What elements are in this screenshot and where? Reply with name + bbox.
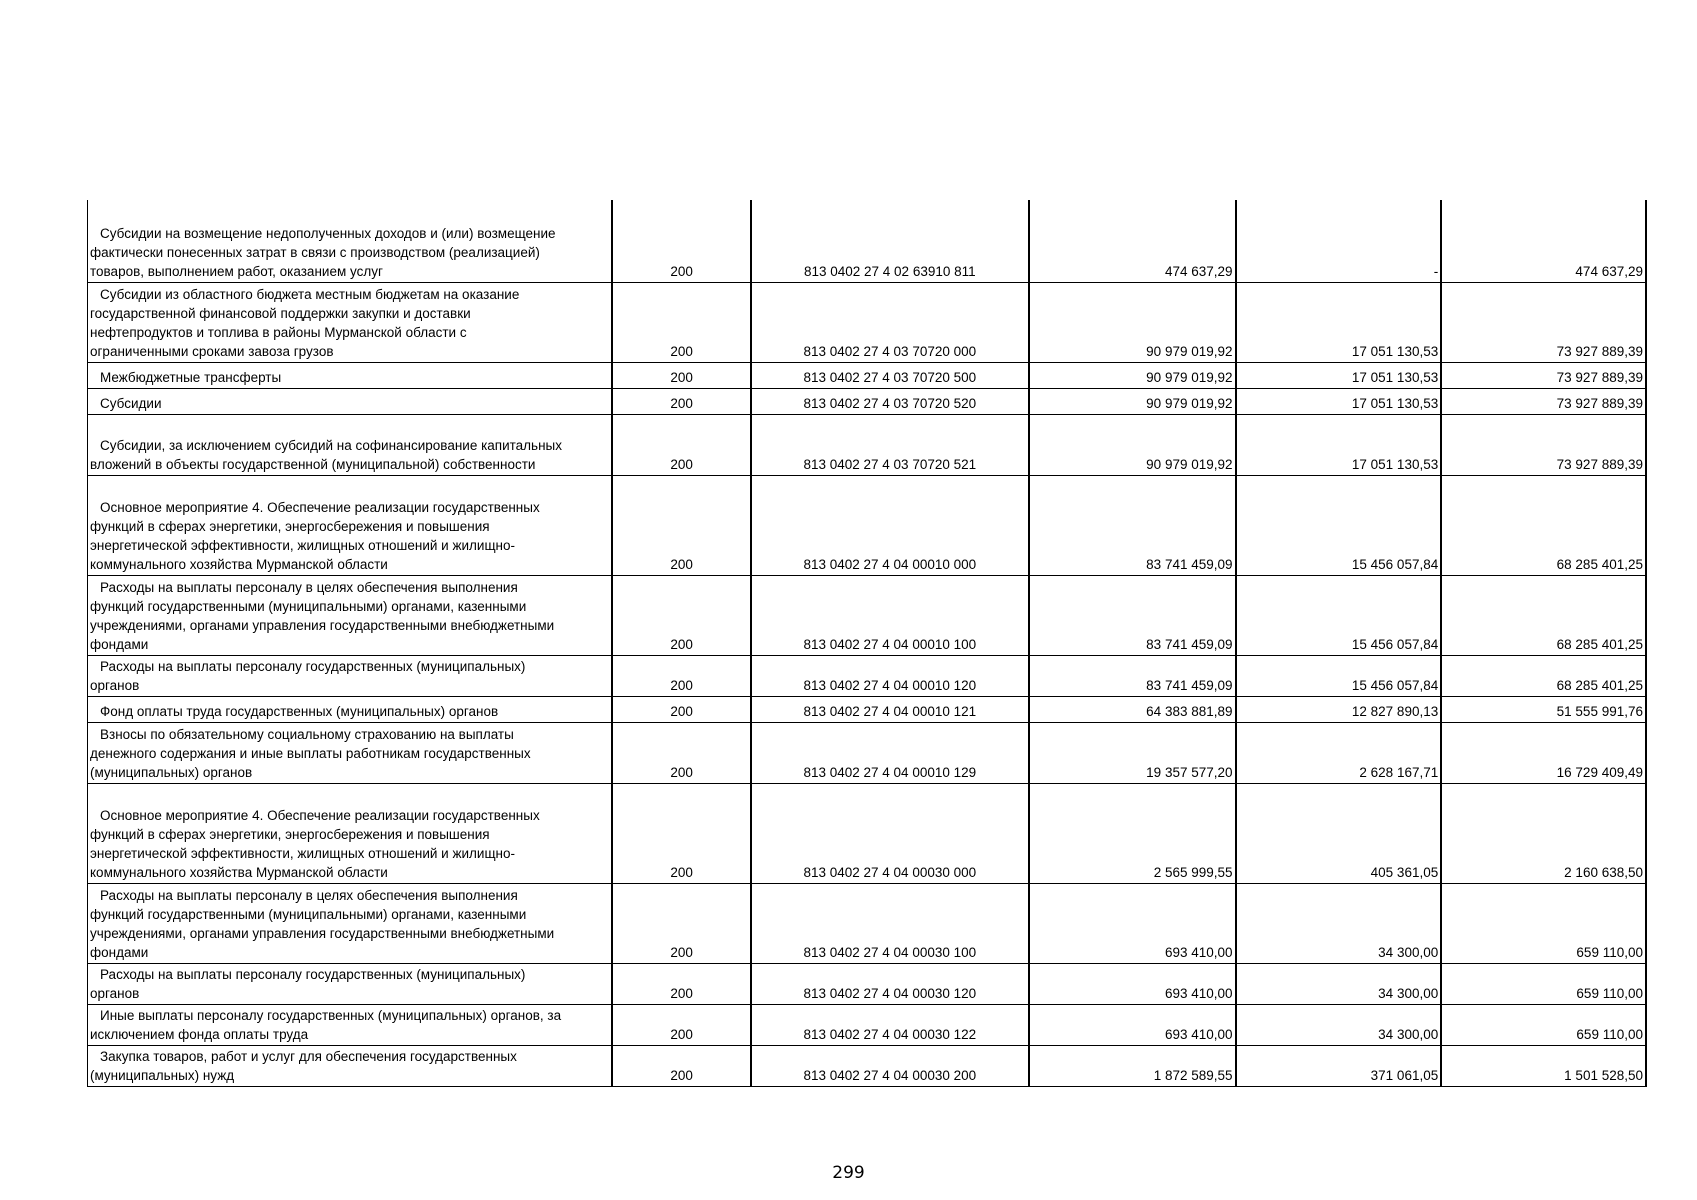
page-number: 299: [832, 1163, 865, 1183]
row-code-cell: [612, 1045, 750, 1086]
row-kbk-cell: [751, 282, 1029, 362]
row-kbk-text: 813 0402 27 4 04 00030 122: [803, 1026, 977, 1042]
row-kbk-cell: [751, 655, 1029, 696]
row-remaining-cell: [1441, 388, 1646, 414]
row-remaining-text: 73 927 889,39: [1556, 456, 1643, 472]
row-name-cell: [88, 722, 613, 783]
table-row: [88, 655, 1647, 696]
row-executed-text: 15 456 057,84: [1351, 556, 1439, 572]
row-code-cell: [612, 575, 750, 655]
row-executed-cell: [1236, 722, 1442, 783]
row-remaining-cell: [1441, 200, 1646, 282]
row-name-text: Закупка товаров, работ и услуг для обеспечения государственных (муниципальных) нужд: [90, 1048, 517, 1083]
row-code-text: 200: [670, 864, 693, 880]
row-kbk-text: 813 0402 27 4 04 00010 129: [803, 764, 977, 780]
table-row: [88, 696, 1647, 722]
row-executed-text: 2 628 167,71: [1359, 764, 1439, 780]
table-row: [88, 1045, 1647, 1086]
row-kbk-cell: [751, 696, 1029, 722]
row-kbk-cell: [751, 414, 1029, 475]
row-code-cell: [612, 282, 750, 362]
row-code-text: 200: [670, 1067, 693, 1083]
row-kbk-cell: [751, 1004, 1029, 1045]
row-approved-text: 2 565 999,55: [1153, 864, 1233, 880]
row-name-cell: [88, 1004, 613, 1045]
row-executed-text: 17 051 130,53: [1351, 395, 1439, 411]
row-name-text: Иные выплаты персоналу государственных (муниципальных) органов, за исключением фонда оплаты труда: [90, 1007, 562, 1042]
table-row: [88, 783, 1647, 883]
row-approved-cell: [1029, 414, 1236, 475]
row-code-cell: [612, 1004, 750, 1045]
row-approved-text: 83 741 459,09: [1146, 677, 1233, 693]
row-executed-text: 15 456 057,84: [1351, 636, 1439, 652]
row-executed-cell: [1236, 963, 1442, 1004]
row-name-text: Субсидии, за исключением субсидий на софинансирование капитальных вложений в объекты государственной (муниципальной) собственности: [90, 437, 562, 472]
row-approved-text: 64 383 881,89: [1146, 703, 1233, 719]
row-executed-text: 371 061,05: [1370, 1067, 1439, 1083]
row-code-cell: [612, 655, 750, 696]
row-remaining-text: 68 285 401,25: [1556, 636, 1643, 652]
row-approved-text: 1 872 589,55: [1153, 1067, 1233, 1083]
row-approved-text: 90 979 019,92: [1146, 456, 1233, 472]
row-name-text: Расходы на выплаты персоналу государственных (муниципальных) органов: [90, 966, 526, 1001]
row-code-cell: [612, 475, 750, 575]
row-approved-text: 83 741 459,09: [1146, 636, 1233, 652]
row-executed-text: 405 361,05: [1370, 864, 1439, 880]
row-kbk-text: 813 0402 27 4 04 00010 120: [803, 677, 977, 693]
row-kbk-cell: [751, 783, 1029, 883]
row-remaining-text: 51 555 991,76: [1556, 703, 1643, 719]
row-kbk-text: 813 0402 27 4 04 00030 120: [803, 985, 977, 1001]
row-kbk-cell: [751, 362, 1029, 388]
row-kbk-text: 813 0402 27 4 04 00010 100: [803, 636, 977, 652]
row-remaining-cell: [1441, 1004, 1646, 1045]
table-row: [88, 362, 1647, 388]
row-code-cell: [612, 783, 750, 883]
row-remaining-cell: [1441, 282, 1646, 362]
row-remaining-cell: [1441, 783, 1646, 883]
row-name-cell: [88, 883, 613, 963]
row-remaining-text: 68 285 401,25: [1556, 677, 1643, 693]
row-code-text: 200: [670, 456, 693, 472]
row-executed-text: 17 051 130,53: [1351, 456, 1439, 472]
row-code-cell: [612, 696, 750, 722]
row-name-text: Расходы на выплаты персоналу в целях обеспечения выполнения функций государственными (муниципальными) органами, казенными учреждениями, органами управления государственными внебюджетными фондами: [90, 887, 555, 960]
row-executed-text: 34 300,00: [1378, 985, 1439, 1001]
row-code-text: 200: [670, 985, 693, 1001]
row-executed-cell: [1236, 282, 1442, 362]
table-row: [88, 963, 1647, 1004]
row-code-text: 200: [670, 1026, 693, 1042]
row-code-text: 200: [670, 395, 693, 411]
row-name-text: Субсидии из областного бюджета местным бюджетам на оказание государственной финансовой поддержки закупки и доставки нефтепродуктов и топлива в районы Мурманской области с ограниченными сроками завоза грузов: [90, 286, 520, 359]
row-code-text: 200: [670, 703, 693, 719]
row-name-text: Субсидии: [100, 395, 162, 411]
row-remaining-cell: [1441, 475, 1646, 575]
row-executed-text: 34 300,00: [1378, 1026, 1439, 1042]
row-kbk-text: 813 0402 27 4 03 70720 500: [803, 369, 977, 385]
row-approved-text: 693 410,00: [1164, 985, 1233, 1001]
row-remaining-text: 73 927 889,39: [1556, 369, 1643, 385]
row-approved-cell: [1029, 963, 1236, 1004]
row-remaining-text: 659 110,00: [1576, 1026, 1643, 1042]
row-code-cell: [612, 722, 750, 783]
row-remaining-cell: [1441, 1045, 1646, 1086]
table-row: [88, 722, 1647, 783]
row-code-cell: [612, 414, 750, 475]
row-approved-cell: [1029, 696, 1236, 722]
row-name-cell: [88, 475, 613, 575]
row-name-text: Расходы на выплаты персоналу государственных (муниципальных) органов: [90, 658, 526, 693]
row-executed-text: 34 300,00: [1378, 944, 1439, 960]
row-remaining-cell: [1441, 963, 1646, 1004]
row-approved-cell: [1029, 575, 1236, 655]
row-code-cell: [612, 388, 750, 414]
row-kbk-cell: [751, 388, 1029, 414]
row-approved-cell: [1029, 883, 1236, 963]
row-approved-cell: [1029, 655, 1236, 696]
row-kbk-text: 813 0402 27 4 03 70720 000: [803, 343, 977, 359]
row-executed-cell: [1236, 475, 1442, 575]
row-name-cell: [88, 414, 613, 475]
row-kbk-cell: [751, 200, 1029, 282]
row-remaining-text: 474 637,29: [1575, 263, 1643, 279]
row-code-cell: [612, 362, 750, 388]
row-name-cell: [88, 963, 613, 1004]
row-name-cell: [88, 783, 613, 883]
table-row: [88, 883, 1647, 963]
row-executed-text: 17 051 130,53: [1351, 369, 1439, 385]
row-name-text: Межбюджетные трансферты: [100, 369, 282, 385]
row-approved-cell: [1029, 475, 1236, 575]
row-name-cell: [88, 696, 613, 722]
row-executed-cell: [1236, 655, 1442, 696]
row-approved-cell: [1029, 388, 1236, 414]
row-name-cell: [88, 388, 613, 414]
row-kbk-text: 813 0402 27 4 04 00030 000: [803, 864, 977, 880]
budget-table: [87, 200, 1647, 1087]
row-approved-text: 83 741 459,09: [1146, 556, 1233, 572]
row-executed-text: -: [1433, 263, 1439, 279]
row-approved-cell: [1029, 200, 1236, 282]
row-remaining-text: 2 160 638,50: [1564, 864, 1643, 880]
row-executed-cell: [1236, 696, 1442, 722]
row-approved-cell: [1029, 1004, 1236, 1045]
row-kbk-cell: [751, 883, 1029, 963]
row-name-cell: [88, 282, 613, 362]
row-name-text: Фонд оплаты труда государственных (муниципальных) органов: [100, 703, 499, 719]
row-code-cell: [612, 200, 750, 282]
row-code-cell: [612, 963, 750, 1004]
row-approved-cell: [1029, 282, 1236, 362]
row-remaining-cell: [1441, 414, 1646, 475]
row-code-text: 200: [670, 369, 693, 385]
row-executed-cell: [1236, 783, 1442, 883]
row-remaining-text: 659 110,00: [1576, 944, 1643, 960]
row-executed-cell: [1236, 883, 1442, 963]
row-approved-text: 90 979 019,92: [1146, 343, 1233, 359]
row-name-cell: [88, 200, 613, 282]
row-approved-text: 693 410,00: [1164, 1026, 1233, 1042]
row-approved-text: 90 979 019,92: [1146, 369, 1233, 385]
row-kbk-text: 813 0402 27 4 02 63910 811: [803, 263, 976, 279]
row-executed-cell: [1236, 362, 1442, 388]
row-kbk-text: 813 0402 27 4 04 00010 000: [803, 556, 977, 572]
row-name-text: Субсидии на возмещение недополученных доходов и (или) возмещение фактически понесенных затрат в связи с производством (реализацией) товаров, выполнением работ, оказанием услуг: [90, 225, 556, 279]
row-approved-text: 693 410,00: [1164, 944, 1233, 960]
row-kbk-text: 813 0402 27 4 04 00030 100: [803, 944, 977, 960]
row-approved-text: 474 637,29: [1164, 263, 1233, 279]
table-row: [88, 1004, 1647, 1045]
row-remaining-text: 73 927 889,39: [1556, 343, 1643, 359]
row-name-cell: [88, 655, 613, 696]
row-kbk-cell: [751, 963, 1029, 1004]
row-executed-cell: [1236, 1004, 1442, 1045]
row-remaining-cell: [1441, 575, 1646, 655]
row-name-cell: [88, 575, 613, 655]
row-remaining-cell: [1441, 722, 1646, 783]
row-executed-cell: [1236, 575, 1442, 655]
row-remaining-cell: [1441, 883, 1646, 963]
row-kbk-text: 813 0402 27 4 03 70720 520: [803, 395, 977, 411]
table-row: [88, 388, 1647, 414]
row-kbk-cell: [751, 475, 1029, 575]
row-remaining-text: 1 501 528,50: [1564, 1067, 1643, 1083]
row-executed-cell: [1236, 1045, 1442, 1086]
row-approved-text: 90 979 019,92: [1146, 395, 1233, 411]
row-kbk-text: 813 0402 27 4 04 00010 121: [803, 703, 977, 719]
table-row: [88, 414, 1647, 475]
table-row: [88, 575, 1647, 655]
row-kbk-text: 813 0402 27 4 04 00030 200: [803, 1067, 977, 1083]
row-remaining-text: 68 285 401,25: [1556, 556, 1643, 572]
row-code-text: 200: [670, 764, 693, 780]
row-name-text: Основное мероприятие 4. Обеспечение реализации государственных функций в сферах энергетики, энергосбережения и повышения энергетической эффективности, жилищных отношений и жилищно- коммунального хозяйства Мурманской области: [90, 499, 540, 572]
row-name-text: Основное мероприятие 4. Обеспечение реализации государственных функций в сферах энергетики, энергосбережения и повышения энергетической эффективности, жилищных отношений и жилищно- коммунального хозяйства Мурманской области: [90, 807, 540, 880]
row-code-cell: [612, 883, 750, 963]
row-approved-cell: [1029, 1045, 1236, 1086]
row-code-text: 200: [670, 677, 693, 693]
row-executed-text: 12 827 890,13: [1351, 703, 1439, 719]
row-remaining-cell: [1441, 655, 1646, 696]
row-remaining-cell: [1441, 362, 1646, 388]
row-kbk-cell: [751, 722, 1029, 783]
row-executed-cell: [1236, 200, 1442, 282]
row-code-text: 200: [670, 343, 693, 359]
table-row: [88, 200, 1647, 282]
row-kbk-text: 813 0402 27 4 03 70720 521: [803, 456, 977, 472]
row-remaining-cell: [1441, 696, 1646, 722]
row-name-cell: [88, 1045, 613, 1086]
row-executed-text: 17 051 130,53: [1351, 343, 1439, 359]
row-executed-cell: [1236, 414, 1442, 475]
row-approved-cell: [1029, 783, 1236, 883]
row-code-text: 200: [670, 556, 693, 572]
table-row: [88, 282, 1647, 362]
row-approved-cell: [1029, 722, 1236, 783]
row-approved-text: 19 357 577,20: [1146, 764, 1233, 780]
row-executed-cell: [1236, 388, 1442, 414]
row-remaining-text: 16 729 409,49: [1556, 764, 1643, 780]
table-row: [88, 475, 1647, 575]
row-kbk-cell: [751, 575, 1029, 655]
row-name-text: Расходы на выплаты персоналу в целях обеспечения выполнения функций государственными (муниципальными) органами, казенными учреждениями, органами управления государственными внебюджетными фондами: [90, 579, 555, 652]
row-remaining-text: 73 927 889,39: [1556, 395, 1643, 411]
row-name-cell: [88, 362, 613, 388]
row-remaining-text: 659 110,00: [1576, 985, 1643, 1001]
row-approved-cell: [1029, 362, 1236, 388]
table-body: [88, 200, 1647, 1086]
row-code-text: 200: [670, 263, 693, 279]
row-code-text: 200: [670, 636, 693, 652]
row-executed-text: 15 456 057,84: [1351, 677, 1439, 693]
row-name-text: Взносы по обязательному социальному страхованию на выплаты денежного содержания и иные выплаты работникам государственных (муниципальных) органов: [90, 726, 531, 780]
row-kbk-cell: [751, 1045, 1029, 1086]
row-code-text: 200: [670, 944, 693, 960]
